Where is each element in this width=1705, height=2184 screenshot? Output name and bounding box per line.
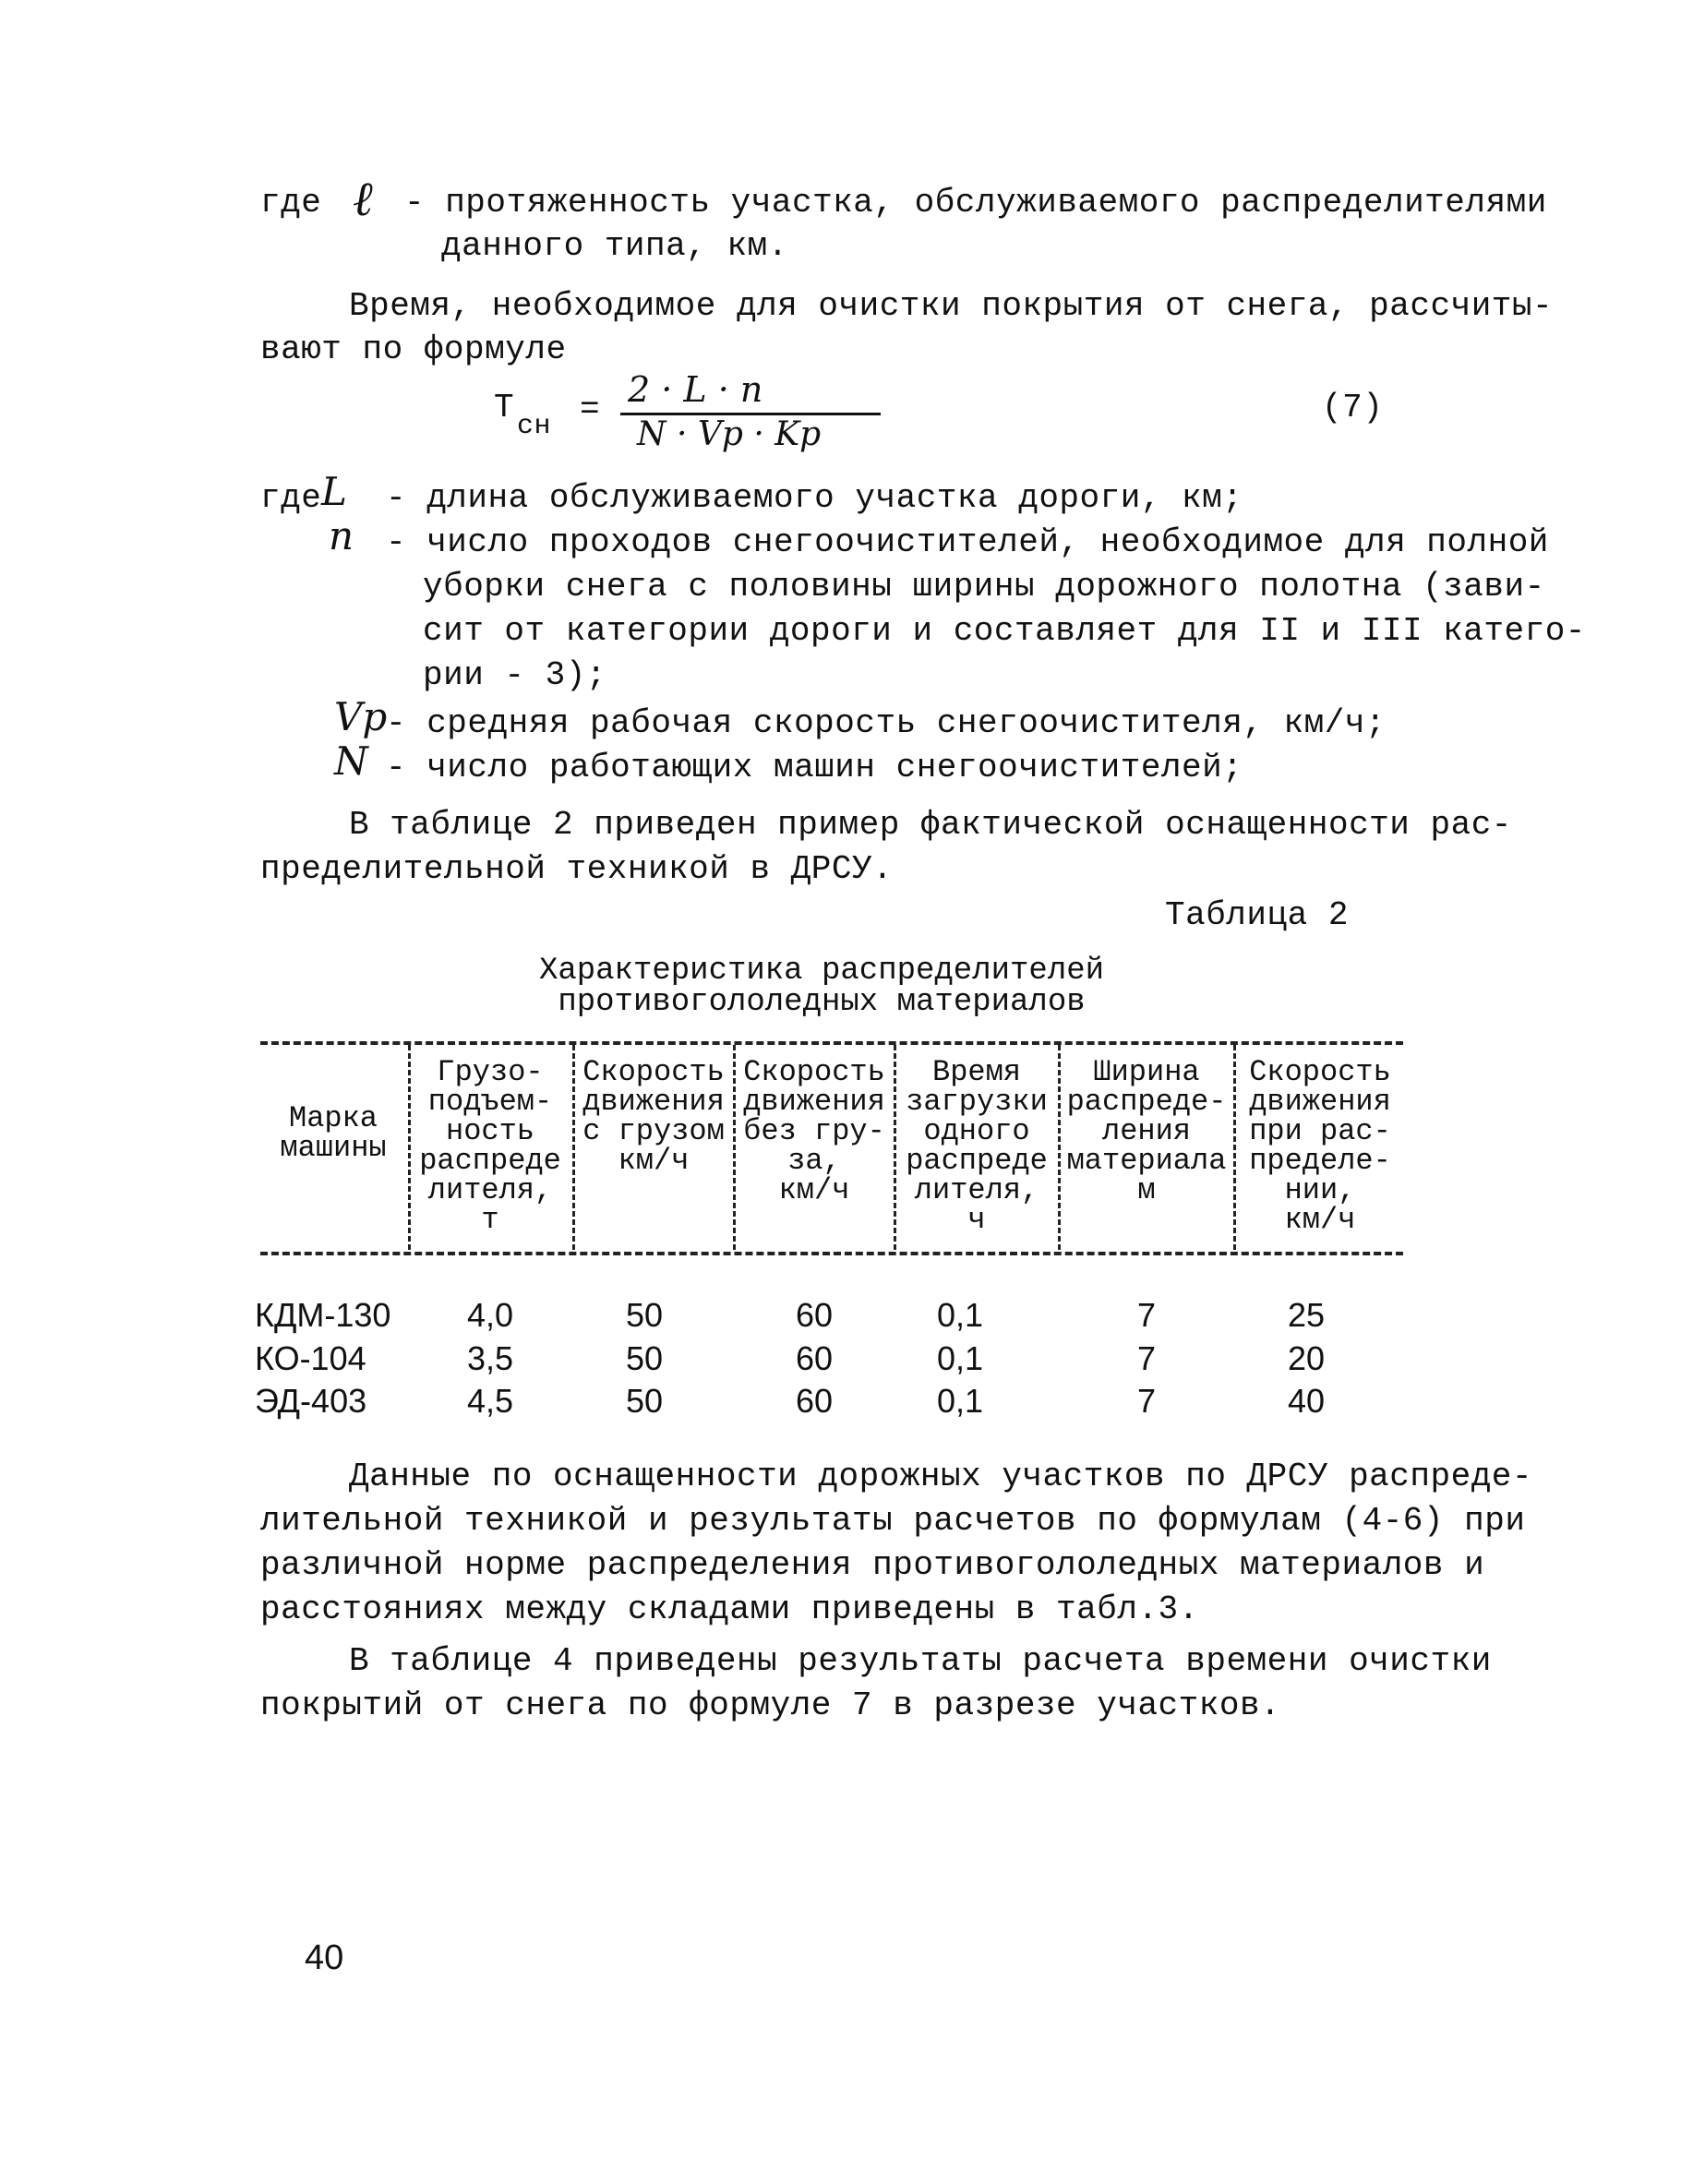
- col-separator: [1058, 1045, 1061, 1250]
- col-separator: [408, 1045, 411, 1250]
- l-symbol: ℓ: [353, 172, 373, 227]
- col-separator: [1233, 1045, 1236, 1250]
- table-cell-marka: КДМ-130: [255, 1296, 391, 1334]
- where-word: где: [260, 184, 322, 222]
- table-cell: 50: [625, 1339, 664, 1377]
- col-separator: [894, 1045, 896, 1250]
- table-cell: 4,5: [466, 1382, 514, 1420]
- table-cell: 0,1: [936, 1382, 984, 1420]
- l-definition-line2: данного типа, км.: [441, 227, 788, 265]
- para3-line4: расстояниях между складами приведены в табл.3.: [260, 1590, 1199, 1628]
- table-cell: 3,5: [466, 1339, 514, 1377]
- table-header-width: Ширина распреде- ления материала м: [1066, 1055, 1227, 1207]
- def-text-N: - число работающих машин снегоочистителей;: [386, 749, 1243, 786]
- def-symbol-n: n: [329, 513, 354, 558]
- def-text-n-line2: уборки снега с половины ширины дорожного полотна (зави-: [423, 568, 1545, 606]
- def-text-L: - длина обслуживаемого участка дороги, км;: [386, 479, 1243, 517]
- table-cell: 0,1: [936, 1339, 984, 1377]
- table-label: Таблица 2: [1165, 896, 1349, 934]
- table-cell: 50: [625, 1382, 664, 1420]
- table-cell-marka: КО-104: [255, 1339, 366, 1377]
- para1-line2: вают по формуле: [260, 330, 567, 368]
- table-cell: 7: [1136, 1382, 1157, 1420]
- table-cell: 60: [795, 1296, 834, 1334]
- table-header-speed-spreading: Скорость движения при рас- пределе- нии, км/ч: [1249, 1055, 1391, 1237]
- table-cell: 40: [1287, 1382, 1326, 1420]
- col-separator: [572, 1045, 575, 1250]
- table-header-loading-time: Время загрузки одного распреде лителя, ч: [906, 1055, 1048, 1237]
- formula-lhs-subscript: сн: [517, 411, 552, 442]
- para2-line2: пределительной техникой в ДРСУ.: [260, 850, 894, 888]
- table-header-speed-loaded: Скорость движения с грузом км/ч: [582, 1055, 725, 1178]
- col-separator: [733, 1045, 736, 1250]
- where-word-2: где: [260, 479, 322, 517]
- para3-line1: Данные по оснащенности дорожных участков по ДРСУ распреде-: [349, 1458, 1533, 1495]
- formula-numerator: 2 · L · n: [628, 369, 763, 410]
- table-cell: 25: [1287, 1296, 1326, 1334]
- table-header-speed-empty: Скорость движения без гру- за, км/ч: [743, 1055, 885, 1207]
- table-header-marka: Марка машины: [280, 1101, 387, 1165]
- l-definition-line1: - протяженность участка, обслуживаемого распределителями: [404, 184, 1547, 222]
- para3-line3: различной норме распределения противогололедных материалов и: [260, 1546, 1485, 1584]
- para2-line1: В таблице 2 приведен пример фактической оснащенности рас-: [349, 806, 1512, 844]
- table-cell: 50: [625, 1296, 664, 1334]
- def-text-Vp: - средняя рабочая скорость снегоочистителя, км/ч;: [386, 704, 1387, 742]
- def-symbol-N: N: [334, 738, 368, 784]
- page-number: 40: [305, 1938, 344, 1977]
- para3-line2: лительной техникой и результаты расчетов по формулам (4-6) при: [260, 1502, 1526, 1540]
- formula-equals: =: [580, 390, 601, 428]
- para1-line1: Время, необходимое для очистки покрытия от снега, рассчиты-: [349, 287, 1554, 325]
- table-cell: 7: [1136, 1339, 1157, 1377]
- table-cell: 0,1: [936, 1296, 984, 1334]
- def-symbol-L: L: [321, 469, 347, 514]
- table-cell: 60: [795, 1382, 834, 1420]
- para4-line2: покрытий от снега по формуле 7 в разрезе участков.: [260, 1686, 1281, 1724]
- formula-number: (7): [1322, 389, 1384, 426]
- def-text-n-line3: сит от категории дороги и составляет для II и III катего-: [423, 612, 1586, 650]
- formula-denominator: N · Vp · Kp: [637, 415, 822, 453]
- table-title-line2: противогололедных материалов: [558, 985, 1086, 1020]
- table-title-line1: Характеристика распределителей: [538, 954, 1105, 989]
- table-cell: 20: [1287, 1339, 1326, 1377]
- table-cell: 60: [795, 1339, 834, 1377]
- table-header-capacity: Грузо- подъем- ность распреде лителя, т: [419, 1055, 561, 1237]
- formula-lhs: T: [494, 389, 515, 426]
- def-text-n-line1: - число проходов снегоочистителей, необходимое для полной: [386, 523, 1549, 561]
- table-cell: 7: [1136, 1296, 1157, 1334]
- table-cell-marka: ЭД-403: [255, 1382, 367, 1420]
- table-cell: 4,0: [466, 1296, 514, 1334]
- para4-line1: В таблице 4 приведены результаты расчета времени очистки: [349, 1642, 1492, 1680]
- table-header-bottom-rule: [260, 1252, 1403, 1255]
- table-top-rule: [260, 1041, 1403, 1045]
- def-text-n-line4: рии - 3);: [423, 656, 606, 694]
- def-symbol-Vp: Vp: [334, 694, 388, 739]
